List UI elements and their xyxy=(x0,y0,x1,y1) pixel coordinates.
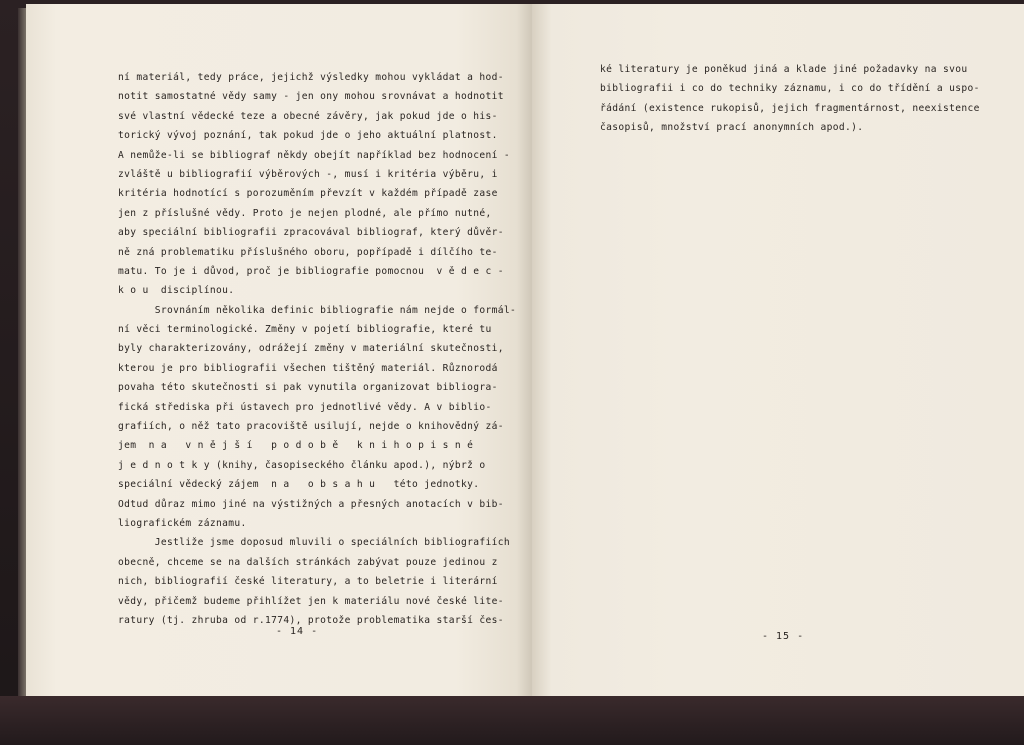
text-line: nich, bibliografií české literatury, a to beletrie i literární xyxy=(118,576,498,588)
text-line: A nemůže-li se bibliograf někdy obejít například bez hodnocení - xyxy=(118,149,511,161)
text-line: kterou je pro bibliografii všechen tištěný materiál. Různorodá xyxy=(118,362,498,374)
table-surface xyxy=(0,696,1024,745)
left-page-body xyxy=(118,68,516,630)
text-line: speciální vědecký zájem n a o b s a h u této jednotky. xyxy=(118,479,480,491)
text-line: obecně, chceme se na dalších stránkách zabývat pouze jedinou z xyxy=(118,556,498,568)
text-line: ní materiál, tedy práce, jejichž výsledky mohou vykládat a hod- xyxy=(118,72,504,83)
text-line: j e d n o t k y (knihy, časopiseckého článku apod.), nýbrž o xyxy=(118,459,486,471)
right-page-body xyxy=(600,60,980,138)
text-line: ní věci terminologické. Změny v pojetí bibliografie, které tu xyxy=(118,324,492,336)
text-line: aby speciální bibliografii zpracovával bibliograf, který důvěr- xyxy=(118,227,504,239)
text-line: grafiích, o něž tato pracoviště usilují, nejde o knihovědný zá- xyxy=(118,421,504,433)
text-line: torický vývoj poznání, tak pokud jde o jeho aktuální platnost. xyxy=(118,130,498,142)
text-line: ratury (tj. zhruba od r.1774), protože problematika starší čes- xyxy=(118,614,504,626)
text-line: Srovnáním několika definic bibliografie nám nejde o formál- xyxy=(118,304,517,316)
text-line: kritéria hodnotící s porozuměním převzít v každém případě zase xyxy=(118,188,498,200)
text-line: své vlastní vědecké teze a obecné závěry, jak pokud jde o his- xyxy=(118,110,498,122)
text-line: notit samostatné vědy samy - jen ony mohou srovnávat a hodnotit xyxy=(118,91,504,103)
text-line: jen z příslušné vědy. Proto je nejen plodné, ale přímo nutné, xyxy=(118,207,492,219)
text-line: Odtud důraz mimo jiné na výstižných a přesných anotacích v bib- xyxy=(118,498,504,510)
text-line: časopisů, množství prací anonymních apod.). xyxy=(600,122,864,134)
text-line: ně zná problematiku příslušného oboru, popřípadě i dílčího te- xyxy=(118,246,498,258)
text-line: zvláště u bibliografií výběrových -, musí i kritéria výběru, i xyxy=(118,168,498,180)
text-line: k o u disciplínou. xyxy=(118,285,235,297)
page-number-right: - 15 - xyxy=(762,631,805,642)
text-line: liografickém záznamu. xyxy=(118,517,247,529)
text-line: bibliografii i co do techniky záznamu, i co do třídění a uspo- xyxy=(600,83,980,95)
text-line: fická střediska při ústavech pro jednotlivé vědy. A v biblio- xyxy=(118,401,492,413)
left-page xyxy=(26,4,532,696)
text-line: ké literatury je poněkud jiná a klade jiné požadavky na svou xyxy=(600,64,968,75)
text-line: matu. To je i důvod, proč je bibliografie pomocnou v ě d e c - xyxy=(118,265,504,277)
text-line: jem n a v n ě j š í p o d o b ě k n i h o p i s n é xyxy=(118,440,474,452)
text-line: vědy, přičemž budeme přihlížet jen k materiálu nové české lite- xyxy=(118,595,504,607)
text-line: řádání (existence rukopisů, jejich fragmentárnost, neexistence xyxy=(600,102,980,114)
right-page xyxy=(532,4,1024,696)
text-line: byly charakterizovány, odrážejí změny v materiální skutečnosti, xyxy=(118,343,504,355)
text-line: Jestliže jsme doposud mluvili o speciálních bibliografiích xyxy=(118,537,511,549)
text-line: povaha této skutečnosti si pak vynutila organizovat bibliogra- xyxy=(118,382,498,394)
page-number-left: - 14 - xyxy=(276,626,319,637)
